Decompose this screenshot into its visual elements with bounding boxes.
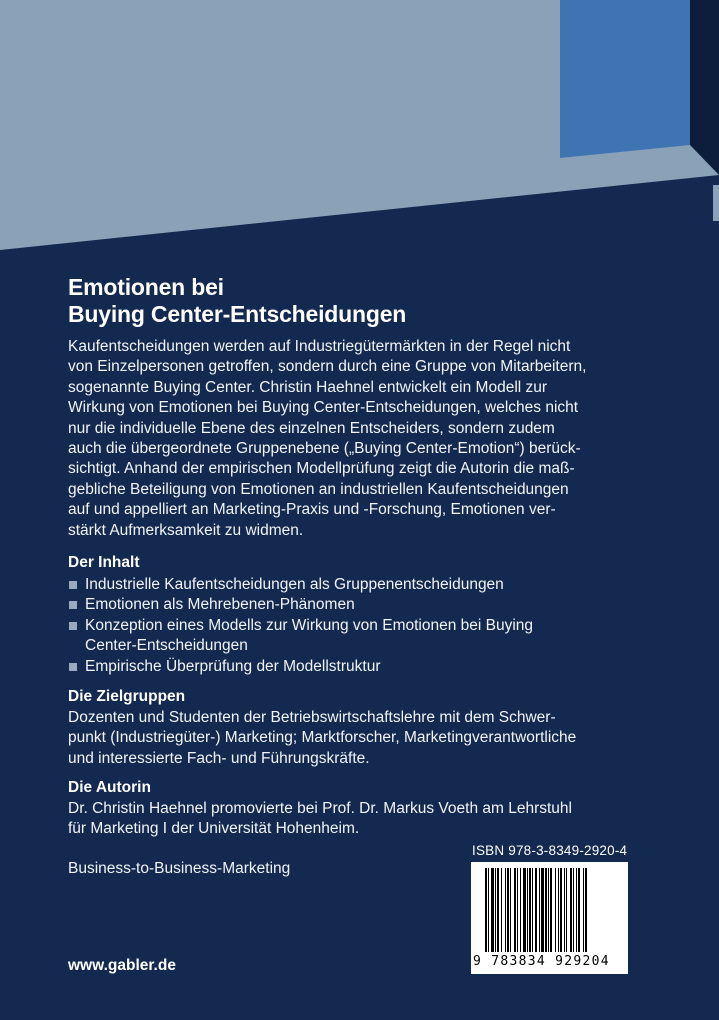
list-item-text: Industrielle Kaufentscheidungen als Gruppenentscheidungen — [85, 576, 504, 593]
barcode-bar — [491, 868, 494, 952]
barcode-bar — [578, 868, 580, 952]
square-bullet-icon — [69, 601, 77, 609]
inhalt-heading: Der Inhalt — [68, 554, 140, 571]
zielgruppen-line: Dozenten und Studenten der Betriebswirtschaftslehre mit dem Schwer- — [68, 709, 556, 726]
publisher-website[interactable]: www.gabler.de — [68, 957, 176, 974]
barcode-bar — [585, 868, 587, 952]
intro-line: stärkt Aufmerksamkeit zu widmen. — [68, 521, 304, 539]
barcode-bar — [523, 868, 526, 952]
list-item — [68, 657, 668, 677]
dark-corner-panel — [690, 0, 719, 175]
intro-line: Wirkung von Emotionen bei Buying Center-Entscheidungen, welches nicht — [68, 399, 579, 417]
autorin-heading: Die Autorin — [68, 779, 151, 796]
barcode-bar — [566, 868, 567, 952]
zielgruppen-line: punkt (Industriegüter-) Marketing; Marktforscher, Marketingverantwortliche — [68, 729, 577, 747]
edge-marker — [713, 185, 719, 221]
intro-line: sogenannte Buying Center. Christin Haehnel entwickelt ein Modell zur — [68, 378, 548, 396]
barcode-bar — [541, 868, 544, 952]
barcode-bar — [505, 868, 506, 952]
intro-line: von Einzelpersonen getroffen, sondern durch eine Gruppe von Mitarbeitern, — [68, 358, 587, 376]
zielgruppen-paragraph — [68, 708, 576, 769]
barcode-bar — [520, 868, 521, 952]
barcode-bar — [535, 868, 537, 952]
barcode-bar — [497, 868, 499, 952]
square-bullet-icon — [69, 663, 77, 671]
barcode-bar — [488, 868, 489, 952]
blue-accent-panel — [560, 0, 690, 158]
barcode-bar — [532, 868, 533, 952]
barcode-bar — [529, 868, 531, 952]
list-item — [68, 595, 668, 615]
intro-line: auch die übergeordnete Gruppenebene („Buying Center-Emotion“) berück- — [68, 440, 581, 458]
barcode-bar — [485, 868, 487, 952]
barcode-bar — [583, 868, 584, 952]
barcode-bar — [564, 868, 565, 952]
list-item-text: Empirische Überprüfung der Modellstruktur — [85, 657, 381, 675]
list-item — [68, 616, 668, 657]
isbn-label: ISBN 978-3-8349-2920-4 — [472, 843, 628, 858]
series-name: Business-to-Business-Marketing — [68, 860, 291, 877]
barcode-bar — [501, 868, 502, 952]
inhalt-list — [68, 575, 668, 677]
square-bullet-icon — [69, 581, 77, 589]
barcode-bar — [510, 868, 511, 952]
barcode-bar — [539, 868, 540, 952]
barcode-bar — [570, 868, 572, 952]
intro-line: Kaufentscheidungen werden auf Industriegütermärkten in der Regel nicht — [68, 338, 571, 355]
list-item-text: Center-Entscheidungen — [85, 637, 248, 655]
barcode-bar — [576, 868, 577, 952]
intro-line: sichtigt. Anhand der empirischen Modellprüfung zeigt die Autorin die maß- — [68, 460, 575, 478]
book-title — [68, 274, 668, 328]
list-item-text: Emotionen als Mehrebenen-Phänomen — [85, 596, 355, 614]
intro-line: auf und appelliert an Marketing-Praxis und -Forschung, Emotionen ver- — [68, 501, 556, 519]
barcode-digits: 9 783834 929204 — [473, 954, 610, 969]
barcode-bar — [514, 868, 516, 952]
title-line-2: Buying Center-Entscheidungen — [68, 301, 407, 327]
barcode — [471, 862, 628, 974]
list-item — [68, 575, 668, 595]
square-bullet-icon — [69, 622, 77, 630]
zielgruppen-line: und interessierte Fach- und Führungskräfte. — [68, 749, 370, 767]
list-item-text: Konzeption eines Modells zur Wirkung von Emotionen bei Buying — [85, 616, 534, 634]
barcode-bar — [495, 868, 496, 952]
barcode-bar — [548, 868, 549, 952]
intro-line: nur die individuelle Ebene des einzelnen Entscheiders, sondern zudem — [68, 419, 555, 437]
barcode-bar — [560, 868, 562, 952]
barcode-bar — [527, 868, 528, 952]
barcode-bar — [555, 868, 556, 952]
barcode-bar — [550, 868, 552, 952]
intro-paragraph — [68, 337, 586, 541]
barcode-bar — [517, 868, 518, 952]
barcode-bar — [573, 868, 574, 952]
title-line-1: Emotionen bei — [68, 274, 224, 300]
zielgruppen-heading: Die Zielgruppen — [68, 688, 186, 705]
autorin-line: für Marketing I der Universität Hohenheim. — [68, 820, 360, 838]
barcode-bar — [545, 868, 547, 952]
barcode-bar — [558, 868, 559, 952]
intro-line: gebliche Beteiligung von Emotionen an industriellen Kaufentscheidungen — [68, 480, 569, 498]
autorin-line: Dr. Christin Haehnel promovierte bei Prof. Dr. Markus Voeth am Lehrstuhl — [68, 800, 572, 817]
barcode-bar — [507, 868, 509, 952]
autorin-paragraph — [68, 799, 572, 840]
